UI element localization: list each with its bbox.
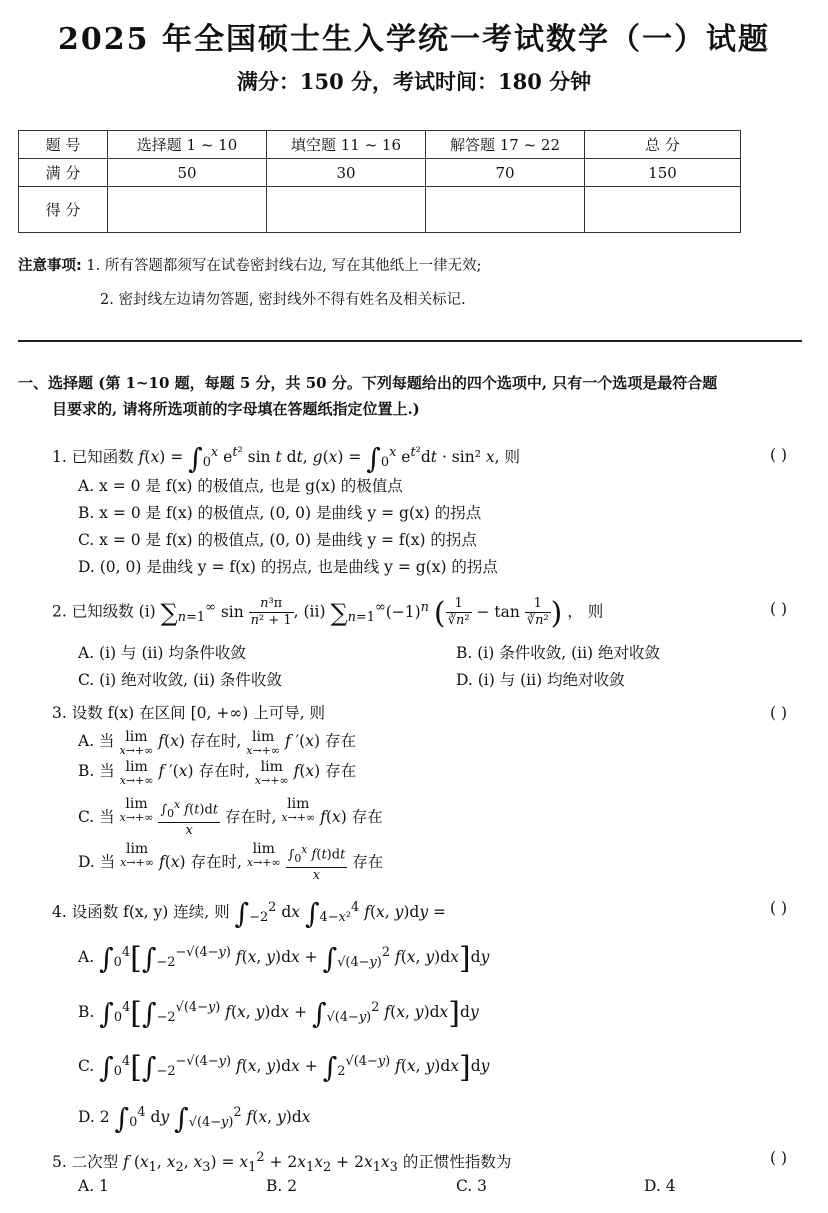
option-c: C. x = 0 是 f(x) 的极值点, (0, 0) 是曲线 y = f(x) 的拐点	[78, 531, 477, 549]
option-text: 存在	[325, 762, 357, 780]
score-table	[18, 130, 741, 233]
notice-item: 2. 密封线左边请勿答题, 密封线外不得有姓名及相关标记.	[100, 292, 466, 308]
option-text: C.	[78, 1057, 95, 1076]
option-text: D. 2	[78, 1108, 110, 1127]
table-cell: 30	[267, 159, 426, 187]
option-b: B. (i) 条件收敛, (ii) 绝对收敛	[456, 644, 661, 662]
option-d: D. 4	[644, 1177, 676, 1195]
question-text: 4. 设函数 f(x, y) 连续, 则	[52, 903, 230, 922]
formula: lim x→+∞	[281, 796, 316, 824]
table-cell: 总 分	[585, 131, 741, 159]
notice-label: 注意事项:	[18, 258, 82, 274]
option-a	[78, 941, 490, 977]
formula: $\int_0^4$ dy $\int_{√(4-y)}^2$ f(x, y)dx	[114, 1102, 311, 1136]
formula: lim x→+∞	[119, 729, 154, 757]
question-text: 5. 二次型	[52, 1153, 119, 1172]
formula: f ($x_1$, $x_2$, $x_3) = x_1^2 + 2x_1x_2 + 2x_1x_3$	[123, 1150, 398, 1176]
table-cell: 50	[108, 159, 267, 187]
option-b: B. x = 0 是 f(x) 的极值点, (0, 0) 是曲线 y = g(x) 的拐点	[78, 504, 482, 522]
score-input-cell[interactable]	[585, 187, 741, 233]
exam-title: 2025 年全国硕士生入学统一考试数学（一）试题	[58, 22, 770, 57]
formula: lim x→+∞	[119, 759, 154, 787]
option-text: 存在时,	[225, 807, 277, 826]
table-cell: 150	[585, 159, 741, 187]
option-c	[78, 1050, 490, 1086]
question-text: ， 则	[567, 602, 604, 621]
table-cell: 选择题 1 ~ 10	[108, 131, 267, 159]
section-header: 一、选择题 (第 1~10 题，每题 5 分，共 50 分。下列每题给出的四个选项中, 只有一个选项是最符合题	[18, 374, 718, 392]
option-d: D. 当 lim x→+∞ f(x) 存在时, lim x→+∞ $\frac{\int_0^x f(t)dt}{x}$ 存在	[78, 841, 384, 883]
question-4-stem	[52, 897, 446, 929]
option-text: 存在时,	[189, 732, 242, 750]
answer-blank[interactable]: ( )	[770, 899, 788, 917]
question-1-stem	[52, 442, 520, 474]
option-a: A. 1	[78, 1177, 109, 1195]
formula: lim x→+∞	[246, 729, 281, 757]
formula: $f(x) = \int_0^x$ $e^{t^2}$ sin t dt	[138, 442, 303, 476]
option-text: D. 当	[78, 852, 116, 871]
formula: lim x→+∞	[246, 841, 281, 869]
answer-blank[interactable]: ( )	[770, 446, 788, 464]
option-text: 存在时,	[190, 852, 242, 871]
table-cell: 解答题 17 ~ 22	[426, 131, 585, 159]
option-c: C. 当 lim x→+∞ $\frac{\int_0^x f(t)dt}{x}$ 存在时, lim x→+∞ f(x) 存在	[78, 796, 383, 838]
score-input-cell[interactable]	[426, 187, 585, 233]
formula: $g(x) = \int_0^x$ $e^{t^2}dt \cdot \sin^2$ x	[312, 442, 495, 476]
option-d	[78, 1102, 310, 1134]
option-b: B. 当 lim x→+∞ f ′(x) 存在时, lim x→+∞ f(x) 存在	[78, 759, 357, 787]
option-text: 存在	[352, 852, 384, 871]
table-cell: 填空题 11 ~ 16	[267, 131, 426, 159]
option-text: B. 当	[78, 762, 115, 780]
question-text: , (ii)	[293, 602, 326, 621]
divider	[18, 340, 802, 342]
question-3-stem: 3. 设数 f(x) 在区间 [0, +∞) 上可导, 则	[52, 704, 326, 722]
table-cell: 题 号	[19, 131, 108, 159]
option-b	[78, 996, 479, 1032]
question-text: , 则	[494, 448, 520, 467]
formula: lim x→+∞	[120, 841, 154, 869]
option-text: 存在时,	[198, 762, 250, 780]
table-cell: 得 分	[19, 187, 108, 233]
notice-line-1	[18, 256, 481, 276]
formula: $\frac{\int_0^x f(t)dt}{x}$	[160, 798, 219, 838]
question-text: 2. 已知级数 (i)	[52, 602, 156, 621]
option-d: D. (i) 与 (ii) 均绝对收敛	[456, 671, 625, 689]
option-b: B. 2	[266, 1177, 298, 1195]
formula: $\frac{\int_0^x f(t)dt}{x}$	[287, 843, 346, 883]
formula: $\int_0^4[\int_{-2}^{-√(4-y)}$ f(x, $y)dx + \int_2^{√(4-y)}$ f(x, y)dx]dy	[99, 1050, 490, 1086]
option-text: C. 当	[78, 807, 115, 826]
option-d: D. (0, 0) 是曲线 y = f(x) 的拐点, 也是曲线 y = g(x) 的拐点	[78, 558, 498, 576]
score-input-cell[interactable]	[108, 187, 267, 233]
table-cell: 70	[426, 159, 585, 187]
option-text: A. 当	[78, 732, 115, 750]
formula: $\sum_{n=1}^\infty$ sin $\frac{\text{n³π}}{\text{n² + 1}}$	[160, 596, 292, 628]
option-c: C. 3	[456, 1177, 488, 1195]
answer-blank[interactable]: ( )	[770, 1149, 788, 1167]
formula: lim x→+∞	[254, 759, 289, 787]
option-a: A. (i) 与 (ii) 均条件收敛	[78, 644, 246, 662]
answer-blank[interactable]: ( )	[770, 704, 788, 722]
option-text: 存在	[324, 732, 356, 750]
section-header: 目要求的, 请将所选项前的字母填在答题纸指定位置上.)	[52, 400, 420, 418]
notice-item: 1. 所有答题都须写在试卷密封线右边, 写在其他纸上一律无效;	[86, 258, 482, 274]
answer-blank[interactable]: ( )	[770, 600, 788, 618]
formula: $\sum_{n=1}^\infty(-1)^n$ ( $\frac{1}{\text{∛n²}}$ − tan $\frac{1}{\text{∛n²}}$ )	[330, 595, 563, 631]
formula: $\int_0^4[\int_{-2}^{√(4-y)}$ f(x, $y)dx + \int_{√(4-y)}^2$ f(x, y)dx]dy	[99, 996, 479, 1032]
option-text: 存在	[351, 807, 383, 826]
option-c: C. (i) 绝对收敛, (ii) 条件收敛	[78, 671, 282, 689]
question-text: 的正惯性指数为	[402, 1153, 512, 1172]
question-2-stem	[52, 596, 603, 629]
option-text: A.	[78, 948, 95, 967]
formula: $\int_0^4[\int_{-2}^{-√(4-y)}$ f(x, $y)dx + \int_{√(4-y)}^2$ f(x, y)dx]dy	[99, 941, 490, 977]
formula: $\int_{-2}^2$ dx $\int_{4-x^2}^4$ f(x, y)dy =	[234, 897, 447, 931]
exam-subtitle: 满分：150 分，考试时间：180 分钟	[236, 69, 592, 94]
question-text: ,	[302, 448, 308, 467]
score-input-cell[interactable]	[267, 187, 426, 233]
question-text: 1. 已知函数	[52, 448, 134, 467]
table-cell: 满 分	[19, 159, 108, 187]
formula: lim x→+∞	[119, 796, 154, 824]
option-a: A. x = 0 是 f(x) 的极值点, 也是 g(x) 的极值点	[78, 477, 403, 495]
option-text: B.	[78, 1003, 95, 1022]
option-a: A. 当 lim x→+∞ f(x) 存在时, lim x→+∞ f ′(x) 存在	[78, 729, 356, 757]
